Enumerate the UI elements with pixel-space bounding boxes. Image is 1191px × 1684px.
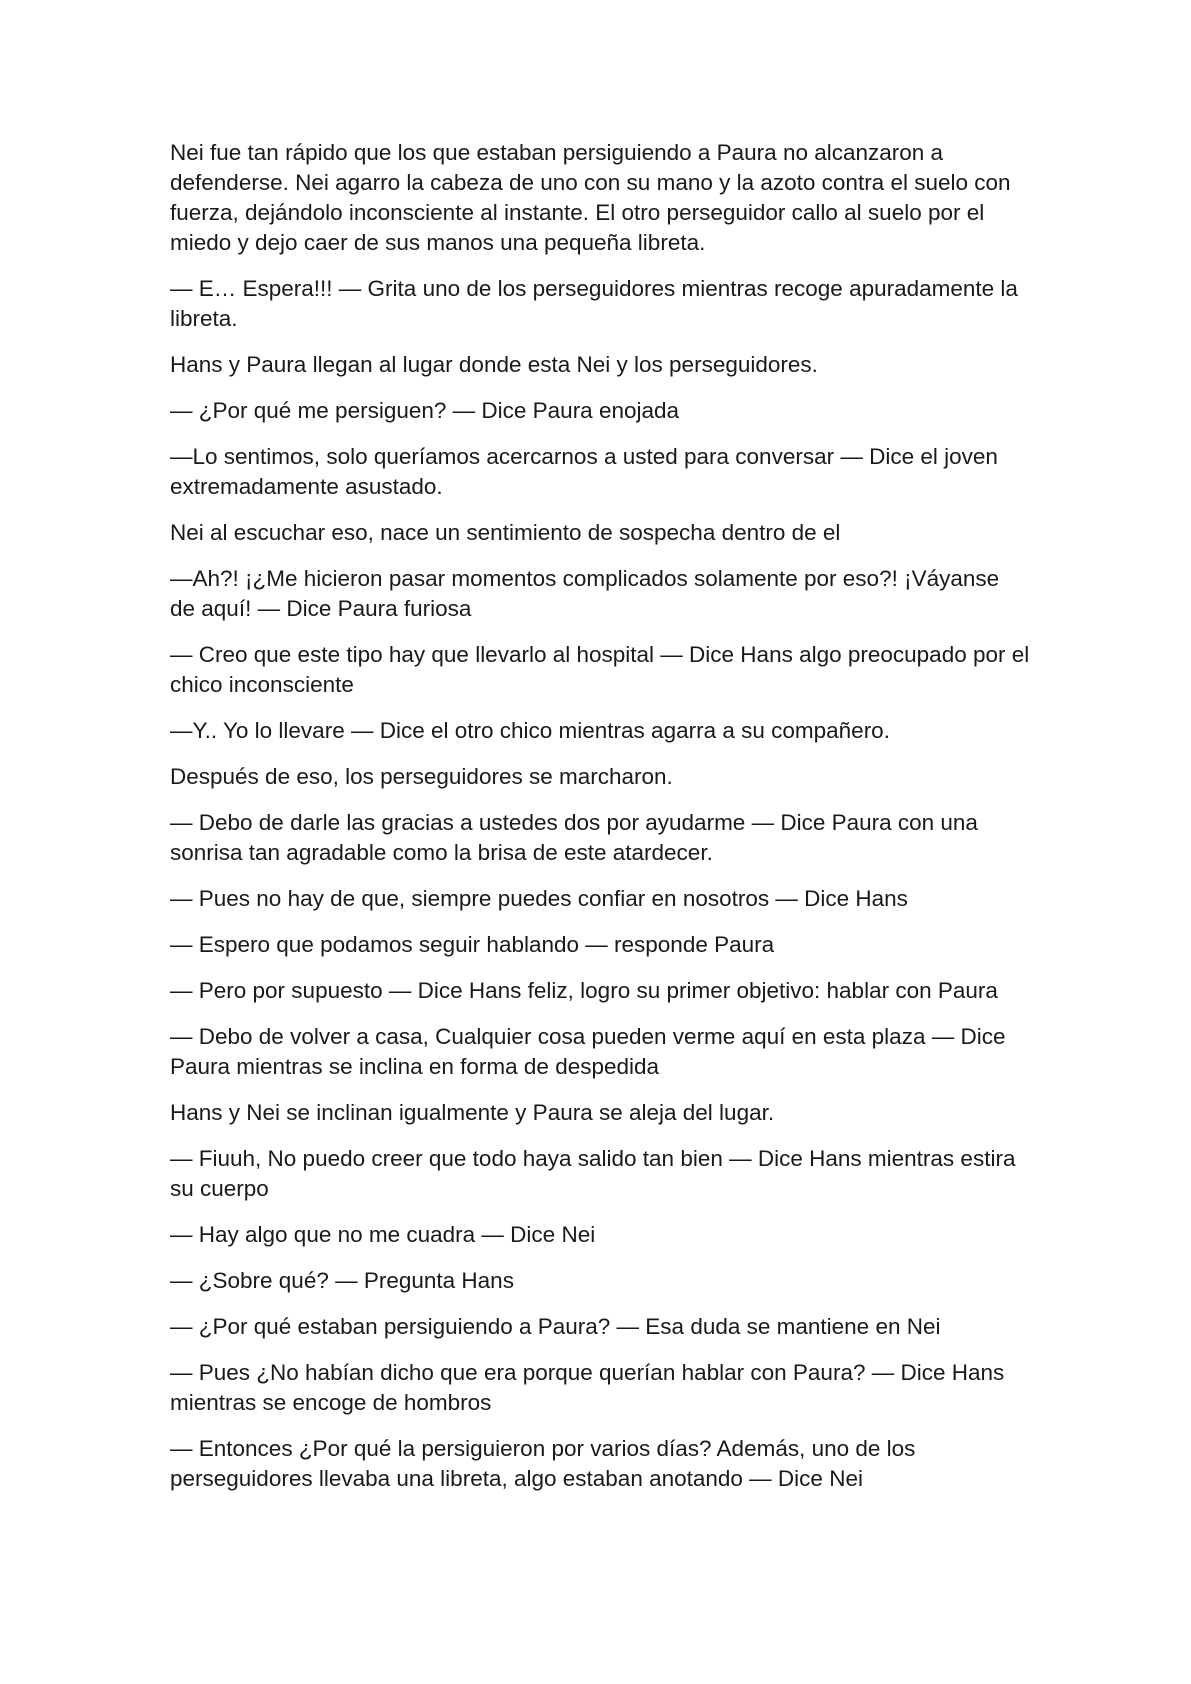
paragraph: Después de eso, los perseguidores se marcharon. [170, 764, 673, 789]
paragraph: — Espero que podamos seguir hablando — responde Paura [170, 932, 775, 957]
paragraph: — Pues ¿No habían dicho que era porque querían hablar con Paura? — Dice Hans mientras se encoge de hombros [170, 1360, 1005, 1415]
paragraph: — Debo de darle las gracias a ustedes dos por ayudarme — Dice Paura con una sonrisa tan agradable como la brisa de este atardecer. [170, 810, 978, 865]
paragraph: —Y.. Yo lo llevare — Dice el otro chico mientras agarra a su compañero. [170, 718, 890, 743]
paragraph: — ¿Por qué estaban persiguiendo a Paura? — Esa duda se mantiene en Nei [170, 1314, 941, 1339]
paragraph: Nei fue tan rápido que los que estaban persiguiendo a Paura no alcanzaron a defenderse. Nei agarro la cabeza de uno con su mano y la azoto contra el suelo con fuerza, dejándolo inconsciente al instante. El otro perseguidor callo al suelo por el miedo y dejo caer de sus manos una pequeña libreta. [170, 140, 1011, 255]
paragraph: — Debo de volver a casa, Cualquier cosa pueden verme aquí en esta plaza — Dice Paura mientras se inclina en forma de despedida [170, 1024, 1006, 1079]
paragraph: — ¿Por qué me persiguen? — Dice Paura enojada [170, 398, 680, 423]
paragraph: Hans y Paura llegan al lugar donde esta Nei y los perseguidores. [170, 352, 818, 377]
paragraph: — E… Espera!!! — Grita uno de los perseguidores mientras recoge apuradamente la libreta. [170, 276, 1018, 331]
paragraph: Hans y Nei se inclinan igualmente y Paura se aleja del lugar. [170, 1100, 775, 1125]
story-text [170, 138, 1030, 1510]
paragraph: — Creo que este tipo hay que llevarlo al hospital — Dice Hans algo preocupado por el chico inconsciente [170, 642, 1030, 697]
paragraph: Nei al escuchar eso, nace un sentimiento de sospecha dentro de el [170, 520, 841, 545]
paragraph: —Ah?! ¡¿Me hicieron pasar momentos complicados solamente por eso?! ¡Váyanse de aquí! — Dice Paura furiosa [170, 566, 1000, 621]
paragraph: — Pero por supuesto — Dice Hans feliz, logro su primer objetivo: hablar con Paura [170, 978, 998, 1003]
paragraph: — Hay algo que no me cuadra — Dice Nei [170, 1222, 596, 1247]
paragraph: — Entonces ¿Por qué la persiguieron por varios días? Además, uno de los perseguidores llevaba una libreta, algo estaban anotando — Dice Nei [170, 1436, 916, 1491]
paragraph: —Lo sentimos, solo queríamos acercarnos a usted para conversar — Dice el joven extremadamente asustado. [170, 444, 998, 499]
paragraph: — Fiuuh, No puedo creer que todo haya salido tan bien — Dice Hans mientras estira su cuerpo [170, 1146, 1016, 1201]
paragraph: — Pues no hay de que, siempre puedes confiar en nosotros — Dice Hans [170, 886, 908, 911]
paragraph: — ¿Sobre qué? — Pregunta Hans [170, 1268, 514, 1293]
